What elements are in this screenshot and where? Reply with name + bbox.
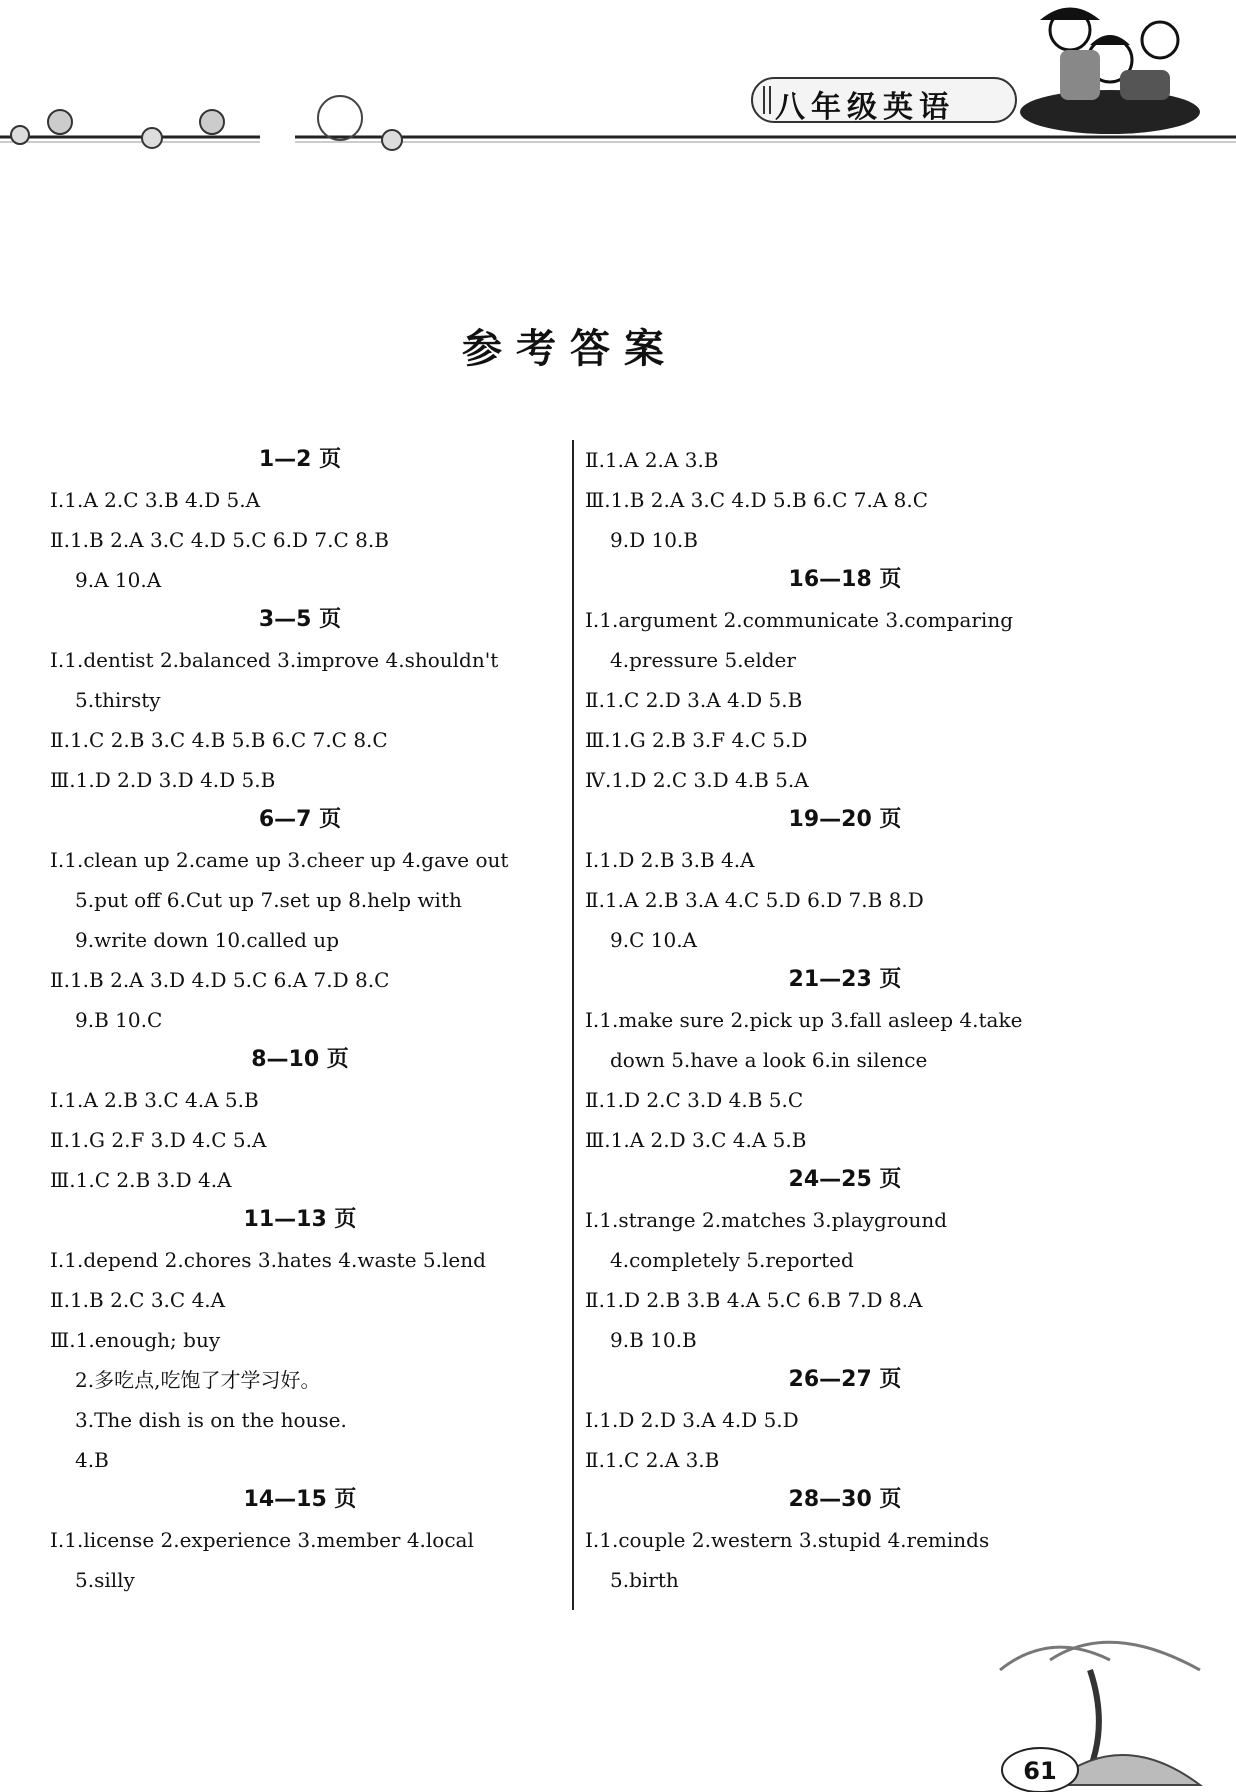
section-heading: 11—13 页 xyxy=(243,1207,357,1232)
section-heading: 19—20 页 xyxy=(788,807,902,832)
answer-line: Ⅰ.1.D 2.B 3.B 4.A xyxy=(585,848,755,872)
section-heading: 6—7 页 xyxy=(258,807,342,832)
answer-line: Ⅱ.1.C 2.B 3.C 4.B 5.B 6.C 7.C 8.C xyxy=(50,728,388,752)
page-number: 61 xyxy=(1023,1757,1057,1785)
answer-line: Ⅱ.1.C 2.D 3.A 4.D 5.B xyxy=(585,688,803,712)
answer-line: Ⅰ.1.clean up 2.came up 3.cheer up 4.gave out xyxy=(50,848,509,872)
answer-line: 9.D 10.B xyxy=(610,528,698,552)
answer-line: Ⅲ.1.G 2.B 3.F 4.C 5.D xyxy=(585,728,808,752)
answer-line: 5.put off 6.Cut up 7.set up 8.help with xyxy=(75,888,462,912)
answer-line: Ⅱ.1.A 2.B 3.A 4.C 5.D 6.D 7.B 8.D xyxy=(585,888,924,912)
column-divider xyxy=(572,440,574,1610)
page-title: 参考答案 xyxy=(462,325,678,372)
answer-line: Ⅰ.1.license 2.experience 3.member 4.local xyxy=(50,1528,474,1552)
children-cartoon-icon xyxy=(1020,8,1200,135)
left-answer-column xyxy=(50,440,550,1600)
answer-line: Ⅲ.1.D 2.D 3.D 4.D 5.B xyxy=(50,768,276,792)
answer-line: Ⅱ.1.D 2.C 3.D 4.B 5.C xyxy=(585,1088,804,1112)
section-heading: 3—5 页 xyxy=(258,607,342,632)
answer-line: Ⅰ.1.argument 2.communicate 3.comparing xyxy=(585,608,1014,632)
answer-line: Ⅱ.1.B 2.A 3.D 4.D 5.C 6.A 7.D 8.C xyxy=(50,968,390,992)
book-title: 八年级英语 xyxy=(775,90,955,125)
right-answer-column xyxy=(585,440,1105,1600)
answer-line: 9.A 10.A xyxy=(75,568,162,592)
answer-line: 9.B 10.C xyxy=(75,1008,163,1032)
answer-line: Ⅰ.1.dentist 2.balanced 3.improve 4.shouldn't xyxy=(50,648,499,672)
answer-line: Ⅱ.1.B 2.A 3.C 4.D 5.C 6.D 7.C 8.B xyxy=(50,528,389,552)
section-heading: 14—15 页 xyxy=(243,1487,357,1512)
section-heading: 1—2 页 xyxy=(258,447,342,472)
section-heading: 21—23 页 xyxy=(788,967,902,992)
answer-line: Ⅱ.1.G 2.F 3.D 4.C 5.A xyxy=(50,1128,267,1152)
answer-line: Ⅰ.1.D 2.D 3.A 4.D 5.D xyxy=(585,1408,799,1432)
section-heading: 28—30 页 xyxy=(788,1487,902,1512)
section-heading: 26—27 页 xyxy=(788,1367,902,1392)
answer-line: 9.B 10.B xyxy=(610,1328,697,1352)
section-heading: 16—18 页 xyxy=(788,567,902,592)
answer-line: 9.write down 10.called up xyxy=(75,928,339,952)
answer-line: Ⅰ.1.make sure 2.pick up 3.fall asleep 4.take xyxy=(585,1008,1023,1032)
answer-line: Ⅱ.1.B 2.C 3.C 4.A xyxy=(50,1288,226,1312)
answer-line: Ⅳ.1.D 2.C 3.D 4.B 5.A xyxy=(585,768,809,792)
bead-icon xyxy=(48,110,72,134)
answer-line: Ⅱ.1.C 2.A 3.B xyxy=(585,1448,720,1472)
answer-line: Ⅰ.1.A 2.B 3.C 4.A 5.B xyxy=(50,1088,259,1112)
answer-line: Ⅲ.1.A 2.D 3.C 4.A 5.B xyxy=(585,1128,807,1152)
answer-line: 4.B xyxy=(75,1448,109,1472)
section-heading: 8—10 页 xyxy=(251,1047,349,1072)
answer-line: down 5.have a look 6.in silence xyxy=(610,1048,928,1072)
answer-line: 4.pressure 5.elder xyxy=(610,648,796,672)
section-heading: 24—25 页 xyxy=(788,1167,902,1192)
answer-line: 5.birth xyxy=(610,1568,679,1592)
answer-line: 3.The dish is on the house. xyxy=(75,1408,347,1432)
ring-icon xyxy=(318,96,362,140)
answer-line: Ⅱ.1.A 2.A 3.B xyxy=(585,448,719,472)
bead-icon xyxy=(11,126,29,144)
answer-line: 9.C 10.A xyxy=(610,928,697,952)
answer-line: Ⅲ.1.enough; buy xyxy=(50,1328,221,1352)
header-decoration xyxy=(0,0,1236,170)
answer-line: 5.thirsty xyxy=(75,688,161,712)
answer-line: Ⅰ.1.couple 2.western 3.stupid 4.reminds xyxy=(585,1528,990,1552)
answer-line: 2.多吃点,吃饱了才学习好。 xyxy=(75,1368,321,1392)
page-header xyxy=(0,0,1236,170)
answer-line: 5.silly xyxy=(75,1568,135,1592)
bead-icon xyxy=(200,110,224,134)
answer-line: Ⅰ.1.A 2.C 3.B 4.D 5.A xyxy=(50,488,261,512)
answer-line: 4.completely 5.reported xyxy=(610,1248,854,1272)
answer-line: Ⅱ.1.D 2.B 3.B 4.A 5.C 6.B 7.D 8.A xyxy=(585,1288,923,1312)
bead-icon xyxy=(142,128,162,148)
answer-line: Ⅲ.1.C 2.B 3.D 4.A xyxy=(50,1168,232,1192)
answer-line: Ⅲ.1.B 2.A 3.C 4.D 5.B 6.C 7.A 8.C xyxy=(585,488,929,512)
answer-line: Ⅰ.1.depend 2.chores 3.hates 4.waste 5.lend xyxy=(50,1248,486,1272)
answer-line: Ⅰ.1.strange 2.matches 3.playground xyxy=(585,1208,948,1232)
bead-icon xyxy=(382,130,402,150)
